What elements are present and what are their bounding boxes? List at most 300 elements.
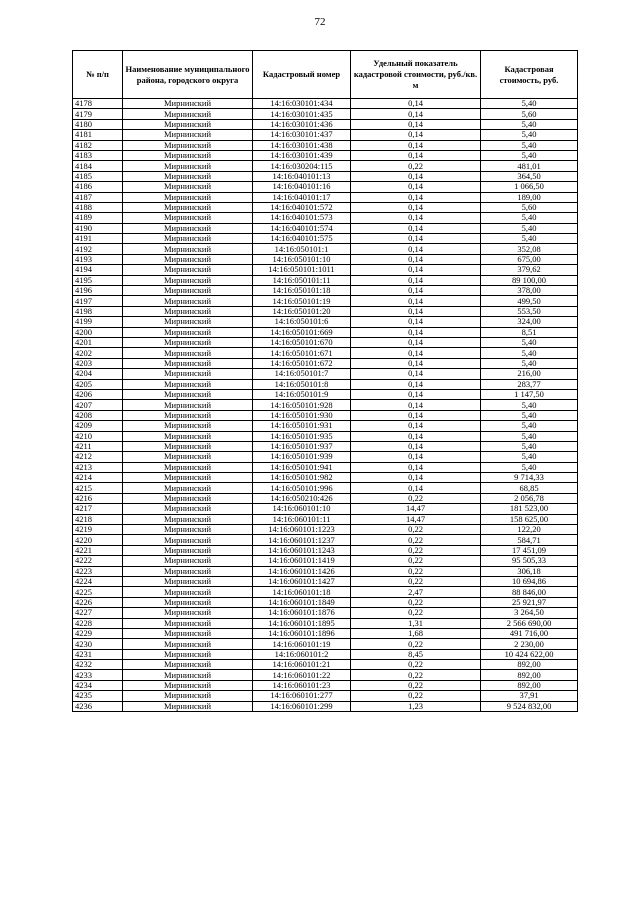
table-row <box>73 535 578 545</box>
municipality-name: Мирнинский <box>123 566 253 576</box>
table-row <box>73 587 578 597</box>
header-specific-value: Удельный показатель кадастровой стоимости, руб./кв. м <box>351 51 481 99</box>
cadastral-number: 14:16:050101:941 <box>253 462 351 472</box>
row-number: 4187 <box>73 192 123 202</box>
specific-value: 0,14 <box>351 369 481 379</box>
row-number: 4202 <box>73 348 123 358</box>
row-number: 4204 <box>73 369 123 379</box>
cadastral-number: 14:16:050101:1011 <box>253 265 351 275</box>
specific-value: 0,14 <box>351 317 481 327</box>
specific-value: 14,47 <box>351 504 481 514</box>
row-number: 4206 <box>73 389 123 399</box>
specific-value: 0,22 <box>351 639 481 649</box>
row-number: 4188 <box>73 202 123 212</box>
cadastral-number: 14:16:050101:10 <box>253 254 351 264</box>
municipality-name: Мирнинский <box>123 545 253 555</box>
table-row <box>73 680 578 690</box>
row-number: 4205 <box>73 379 123 389</box>
cadastral-value: 216,00 <box>481 369 578 379</box>
cadastral-value: 5,40 <box>481 223 578 233</box>
specific-value: 0,14 <box>351 400 481 410</box>
table-row <box>73 660 578 670</box>
row-number: 4228 <box>73 618 123 628</box>
row-number: 4236 <box>73 701 123 711</box>
specific-value: 0,14 <box>351 99 481 109</box>
row-number: 4219 <box>73 525 123 535</box>
row-number: 4211 <box>73 441 123 451</box>
cadastral-number: 14:16:060101:10 <box>253 504 351 514</box>
row-number: 4180 <box>73 119 123 129</box>
row-number: 4217 <box>73 504 123 514</box>
cadastral-value: 306,18 <box>481 566 578 576</box>
cadastral-value: 5,40 <box>481 337 578 347</box>
municipality-name: Мирнинский <box>123 441 253 451</box>
table-row <box>73 182 578 192</box>
table-row <box>73 441 578 451</box>
municipality-name: Мирнинский <box>123 389 253 399</box>
cadastral-number: 14:16:050101:931 <box>253 421 351 431</box>
cadastral-number: 14:16:060101:1237 <box>253 535 351 545</box>
cadastral-number: 14:16:050101:8 <box>253 379 351 389</box>
specific-value: 0,14 <box>351 306 481 316</box>
row-number: 4207 <box>73 400 123 410</box>
specific-value: 0,14 <box>351 119 481 129</box>
cadastral-number: 14:16:060101:1419 <box>253 556 351 566</box>
specific-value: 0,22 <box>351 680 481 690</box>
cadastral-value: 68,85 <box>481 483 578 493</box>
row-number: 4235 <box>73 691 123 701</box>
specific-value: 0,14 <box>351 254 481 264</box>
municipality-name: Мирнинский <box>123 628 253 638</box>
table-row <box>73 618 578 628</box>
table-row <box>73 171 578 181</box>
cadastral-value: 892,00 <box>481 680 578 690</box>
municipality-name: Мирнинский <box>123 109 253 119</box>
cadastral-value: 158 625,00 <box>481 514 578 524</box>
table-row <box>73 317 578 327</box>
municipality-name: Мирнинский <box>123 358 253 368</box>
municipality-name: Мирнинский <box>123 119 253 129</box>
header-municipality: Наименование муниципального района, городского округа <box>123 51 253 99</box>
table-row <box>73 223 578 233</box>
specific-value: 0,22 <box>351 545 481 555</box>
table-row <box>73 576 578 586</box>
table-row <box>73 296 578 306</box>
cadastral-number: 14:16:050101:939 <box>253 452 351 462</box>
specific-value: 0,14 <box>351 223 481 233</box>
municipality-name: Мирнинский <box>123 202 253 212</box>
municipality-name: Мирнинский <box>123 182 253 192</box>
municipality-name: Мирнинский <box>123 379 253 389</box>
specific-value: 0,14 <box>351 213 481 223</box>
specific-value: 0,14 <box>351 379 481 389</box>
cadastral-value: 5,40 <box>481 213 578 223</box>
specific-value: 0,14 <box>351 130 481 140</box>
cadastral-number: 14:16:060101:1426 <box>253 566 351 576</box>
municipality-name: Мирнинский <box>123 576 253 586</box>
municipality-name: Мирнинский <box>123 337 253 347</box>
table-body <box>73 99 578 712</box>
specific-value: 0,14 <box>351 483 481 493</box>
table-row <box>73 691 578 701</box>
table-row <box>73 670 578 680</box>
cadastral-value: 324,00 <box>481 317 578 327</box>
table-row <box>73 192 578 202</box>
row-number: 4213 <box>73 462 123 472</box>
municipality-name: Мирнинский <box>123 649 253 659</box>
cadastral-number: 14:16:030101:438 <box>253 140 351 150</box>
table-row <box>73 150 578 160</box>
cadastral-number: 14:16:060101:1243 <box>253 545 351 555</box>
specific-value: 0,14 <box>351 286 481 296</box>
specific-value: 0,14 <box>351 265 481 275</box>
cadastral-table <box>72 50 578 712</box>
cadastral-number: 14:16:050101:9 <box>253 389 351 399</box>
municipality-name: Мирнинский <box>123 296 253 306</box>
cadastral-number: 14:16:050101:671 <box>253 348 351 358</box>
cadastral-value: 10 424 622,00 <box>481 649 578 659</box>
cadastral-value: 379,62 <box>481 265 578 275</box>
cadastral-number: 14:16:060101:11 <box>253 514 351 524</box>
row-number: 4221 <box>73 545 123 555</box>
table-row <box>73 504 578 514</box>
table-row <box>73 410 578 420</box>
cadastral-value: 5,40 <box>481 400 578 410</box>
row-number: 4200 <box>73 327 123 337</box>
cadastral-number: 14:16:060101:1895 <box>253 618 351 628</box>
cadastral-value: 5,40 <box>481 119 578 129</box>
municipality-name: Мирнинский <box>123 171 253 181</box>
municipality-name: Мирнинский <box>123 161 253 171</box>
table-row <box>73 265 578 275</box>
specific-value: 0,14 <box>351 296 481 306</box>
cadastral-value: 37,91 <box>481 691 578 701</box>
municipality-name: Мирнинский <box>123 525 253 535</box>
municipality-name: Мирнинский <box>123 286 253 296</box>
cadastral-value: 5,40 <box>481 462 578 472</box>
municipality-name: Мирнинский <box>123 535 253 545</box>
municipality-name: Мирнинский <box>123 473 253 483</box>
table-row <box>73 244 578 254</box>
municipality-name: Мирнинский <box>123 234 253 244</box>
cadastral-number: 14:16:060101:299 <box>253 701 351 711</box>
specific-value: 0,14 <box>351 150 481 160</box>
table-row <box>73 400 578 410</box>
table-row <box>73 119 578 129</box>
cadastral-value: 481,01 <box>481 161 578 171</box>
table-row <box>73 566 578 576</box>
row-number: 4179 <box>73 109 123 119</box>
cadastral-value: 5,40 <box>481 431 578 441</box>
municipality-name: Мирнинский <box>123 701 253 711</box>
cadastral-value: 122,20 <box>481 525 578 535</box>
table-row <box>73 493 578 503</box>
table-row <box>73 421 578 431</box>
row-number: 4193 <box>73 254 123 264</box>
row-number: 4227 <box>73 608 123 618</box>
municipality-name: Мирнинский <box>123 462 253 472</box>
municipality-name: Мирнинский <box>123 431 253 441</box>
specific-value: 0,14 <box>351 182 481 192</box>
row-number: 4233 <box>73 670 123 680</box>
cadastral-value: 17 451,09 <box>481 545 578 555</box>
specific-value: 0,14 <box>351 348 481 358</box>
specific-value: 0,14 <box>351 431 481 441</box>
cadastral-number: 14:16:030204:115 <box>253 161 351 171</box>
municipality-name: Мирнинский <box>123 639 253 649</box>
row-number: 4208 <box>73 410 123 420</box>
row-number: 4229 <box>73 628 123 638</box>
row-number: 4222 <box>73 556 123 566</box>
municipality-name: Мирнинский <box>123 306 253 316</box>
cadastral-number: 14:16:040101:574 <box>253 223 351 233</box>
municipality-name: Мирнинский <box>123 691 253 701</box>
municipality-name: Мирнинский <box>123 275 253 285</box>
specific-value: 1,68 <box>351 628 481 638</box>
table-row <box>73 545 578 555</box>
municipality-name: Мирнинский <box>123 369 253 379</box>
cadastral-value: 5,40 <box>481 140 578 150</box>
cadastral-number: 14:16:050101:928 <box>253 400 351 410</box>
specific-value: 0,14 <box>351 327 481 337</box>
row-number: 4231 <box>73 649 123 659</box>
cadastral-value: 2 566 690,00 <box>481 618 578 628</box>
cadastral-number: 14:16:050101:935 <box>253 431 351 441</box>
specific-value: 0,22 <box>351 161 481 171</box>
specific-value: 0,22 <box>351 670 481 680</box>
row-number: 4197 <box>73 296 123 306</box>
municipality-name: Мирнинский <box>123 618 253 628</box>
cadastral-number: 14:16:060101:22 <box>253 670 351 680</box>
row-number: 4182 <box>73 140 123 150</box>
cadastral-number: 14:16:050101:669 <box>253 327 351 337</box>
specific-value: 0,22 <box>351 535 481 545</box>
municipality-name: Мирнинский <box>123 99 253 109</box>
row-number: 4184 <box>73 161 123 171</box>
row-number: 4223 <box>73 566 123 576</box>
cadastral-number: 14:16:040101:572 <box>253 202 351 212</box>
row-number: 4210 <box>73 431 123 441</box>
header-cadastral-number: Кадастровый номер <box>253 51 351 99</box>
cadastral-number: 14:16:030101:439 <box>253 150 351 160</box>
row-number: 4234 <box>73 680 123 690</box>
municipality-name: Мирнинский <box>123 213 253 223</box>
municipality-name: Мирнинский <box>123 483 253 493</box>
table-row <box>73 483 578 493</box>
table-row <box>73 389 578 399</box>
table-row <box>73 254 578 264</box>
municipality-name: Мирнинский <box>123 680 253 690</box>
municipality-name: Мирнинский <box>123 410 253 420</box>
row-number: 4201 <box>73 337 123 347</box>
row-number: 4214 <box>73 473 123 483</box>
specific-value: 0,14 <box>351 452 481 462</box>
table-row <box>73 462 578 472</box>
municipality-name: Мирнинский <box>123 597 253 607</box>
specific-value: 1,31 <box>351 618 481 628</box>
cadastral-number: 14:16:060101:277 <box>253 691 351 701</box>
municipality-name: Мирнинский <box>123 587 253 597</box>
cadastral-value: 5,60 <box>481 109 578 119</box>
row-number: 4218 <box>73 514 123 524</box>
table-row <box>73 99 578 109</box>
row-number: 4225 <box>73 587 123 597</box>
specific-value: 0,14 <box>351 389 481 399</box>
specific-value: 0,22 <box>351 660 481 670</box>
cadastral-number: 14:16:060101:21 <box>253 660 351 670</box>
cadastral-value: 9 714,33 <box>481 473 578 483</box>
cadastral-value: 2 056,78 <box>481 493 578 503</box>
cadastral-value: 499,50 <box>481 296 578 306</box>
cadastral-number: 14:16:050101:930 <box>253 410 351 420</box>
cadastral-number: 14:16:060101:2 <box>253 649 351 659</box>
row-number: 4230 <box>73 639 123 649</box>
row-number: 4195 <box>73 275 123 285</box>
municipality-name: Мирнинский <box>123 504 253 514</box>
cadastral-value: 553,50 <box>481 306 578 316</box>
table-row <box>73 597 578 607</box>
cadastral-value: 5,40 <box>481 234 578 244</box>
cadastral-number: 14:16:060101:19 <box>253 639 351 649</box>
table-row <box>73 213 578 223</box>
row-number: 4190 <box>73 223 123 233</box>
row-number: 4185 <box>73 171 123 181</box>
specific-value: 0,14 <box>351 171 481 181</box>
row-number: 4192 <box>73 244 123 254</box>
cadastral-value: 5,60 <box>481 202 578 212</box>
cadastral-number: 14:16:050101:11 <box>253 275 351 285</box>
cadastral-value: 10 694,86 <box>481 576 578 586</box>
cadastral-number: 14:16:050101:19 <box>253 296 351 306</box>
table-row <box>73 306 578 316</box>
cadastral-number: 14:16:060101:1223 <box>253 525 351 535</box>
table-row <box>73 202 578 212</box>
table-row <box>73 649 578 659</box>
header-number: № п/п <box>73 51 123 99</box>
cadastral-number: 14:16:030101:437 <box>253 130 351 140</box>
specific-value: 0,14 <box>351 109 481 119</box>
cadastral-value: 364,50 <box>481 171 578 181</box>
municipality-name: Мирнинский <box>123 140 253 150</box>
cadastral-value: 5,40 <box>481 130 578 140</box>
specific-value: 0,22 <box>351 525 481 535</box>
row-number: 4186 <box>73 182 123 192</box>
cadastral-number: 14:16:030101:436 <box>253 119 351 129</box>
cadastral-value: 3 264,50 <box>481 608 578 618</box>
cadastral-value: 5,40 <box>481 99 578 109</box>
row-number: 4191 <box>73 234 123 244</box>
specific-value: 0,14 <box>351 358 481 368</box>
table-row <box>73 327 578 337</box>
table-row <box>73 369 578 379</box>
cadastral-number: 14:16:050101:982 <box>253 473 351 483</box>
specific-value: 0,22 <box>351 608 481 618</box>
cadastral-number: 14:16:050101:996 <box>253 483 351 493</box>
cadastral-number: 14:16:060101:23 <box>253 680 351 690</box>
municipality-name: Мирнинский <box>123 556 253 566</box>
specific-value: 14,47 <box>351 514 481 524</box>
cadastral-value: 1 066,50 <box>481 182 578 192</box>
municipality-name: Мирнинский <box>123 317 253 327</box>
cadastral-value: 1 147,50 <box>481 389 578 399</box>
specific-value: 0,22 <box>351 576 481 586</box>
cadastral-number: 14:16:050101:18 <box>253 286 351 296</box>
specific-value: 0,14 <box>351 421 481 431</box>
municipality-name: Мирнинский <box>123 244 253 254</box>
cadastral-number: 14:16:060101:1849 <box>253 597 351 607</box>
cadastral-number: 14:16:040101:16 <box>253 182 351 192</box>
cadastral-value: 675,00 <box>481 254 578 264</box>
cadastral-number: 14:16:050101:672 <box>253 358 351 368</box>
row-number: 4183 <box>73 150 123 160</box>
specific-value: 0,14 <box>351 473 481 483</box>
cadastral-number: 14:16:050101:6 <box>253 317 351 327</box>
specific-value: 0,22 <box>351 566 481 576</box>
municipality-name: Мирнинский <box>123 400 253 410</box>
table-row <box>73 140 578 150</box>
table-row <box>73 473 578 483</box>
cadastral-number: 14:16:040101:17 <box>253 192 351 202</box>
specific-value: 2,47 <box>351 587 481 597</box>
row-number: 4194 <box>73 265 123 275</box>
specific-value: 0,14 <box>351 192 481 202</box>
specific-value: 0,14 <box>351 275 481 285</box>
cadastral-number: 14:16:040101:13 <box>253 171 351 181</box>
cadastral-number: 14:16:050101:1 <box>253 244 351 254</box>
municipality-name: Мирнинский <box>123 192 253 202</box>
cadastral-number: 14:16:060101:1427 <box>253 576 351 586</box>
cadastral-value: 5,40 <box>481 410 578 420</box>
cadastral-value: 5,40 <box>481 452 578 462</box>
cadastral-value: 181 523,00 <box>481 504 578 514</box>
page-number: 72 <box>314 16 326 28</box>
cadastral-value: 892,00 <box>481 660 578 670</box>
table-row <box>73 431 578 441</box>
municipality-name: Мирнинский <box>123 421 253 431</box>
table-row <box>73 701 578 711</box>
cadastral-value: 5,40 <box>481 358 578 368</box>
cadastral-number: 14:16:030101:434 <box>253 99 351 109</box>
cadastral-number: 14:16:040101:573 <box>253 213 351 223</box>
row-number: 4181 <box>73 130 123 140</box>
row-number: 4196 <box>73 286 123 296</box>
table-row <box>73 358 578 368</box>
specific-value: 8,45 <box>351 649 481 659</box>
municipality-name: Мирнинский <box>123 223 253 233</box>
cadastral-number: 14:16:050101:670 <box>253 337 351 347</box>
cadastral-value: 283,77 <box>481 379 578 389</box>
table-row <box>73 275 578 285</box>
row-number: 4226 <box>73 597 123 607</box>
cadastral-value: 189,00 <box>481 192 578 202</box>
municipality-name: Мирнинский <box>123 514 253 524</box>
cadastral-value: 8,51 <box>481 327 578 337</box>
municipality-name: Мирнинский <box>123 348 253 358</box>
cadastral-value: 892,00 <box>481 670 578 680</box>
municipality-name: Мирнинский <box>123 327 253 337</box>
specific-value: 0,22 <box>351 493 481 503</box>
table-row <box>73 556 578 566</box>
cadastral-value: 2 230,00 <box>481 639 578 649</box>
table-row <box>73 130 578 140</box>
row-number: 4224 <box>73 576 123 586</box>
cadastral-value: 378,00 <box>481 286 578 296</box>
table-row <box>73 608 578 618</box>
cadastral-value: 88 846,00 <box>481 587 578 597</box>
table-row <box>73 452 578 462</box>
cadastral-value: 5,40 <box>481 348 578 358</box>
row-number: 4220 <box>73 535 123 545</box>
